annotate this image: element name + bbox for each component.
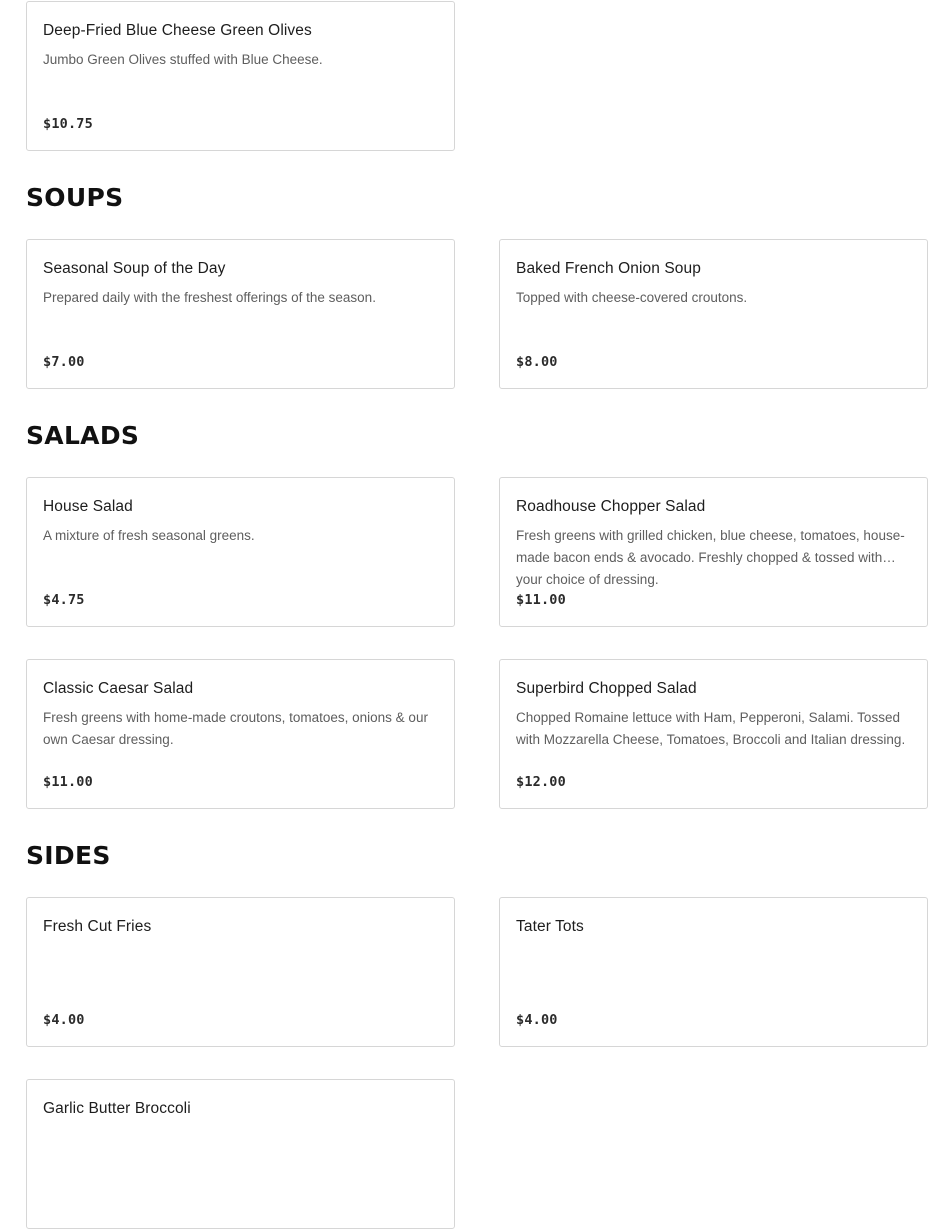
section-title-salads: SALADS bbox=[26, 421, 140, 450]
menu-item-card[interactable] bbox=[26, 897, 455, 1047]
item-price: $10.75 bbox=[43, 116, 93, 132]
section-title-soups: SOUPS bbox=[26, 183, 124, 212]
menu-item-card[interactable] bbox=[26, 239, 455, 389]
item-description: Fresh greens with grilled chicken, blue cheese, tomatoes, house-made bacon ends & avocado. Freshly chopped & tossed with your choice of dressing. bbox=[516, 528, 905, 587]
item-name: Baked French Onion Soup bbox=[516, 260, 701, 277]
item-description: Prepared daily with the freshest offerings of the season. bbox=[43, 290, 376, 305]
item-price: $7.00 bbox=[43, 354, 85, 370]
item-price: $11.00 bbox=[43, 774, 93, 790]
item-description: Chopped Romaine lettuce with Ham, Pepperoni, Salami. Tossed with Mozzarella Cheese, Tomatoes, Broccoli and Italian dressing. bbox=[516, 710, 906, 747]
item-price: $12.00 bbox=[516, 774, 566, 790]
item-description: Fresh greens with home-made croutons, tomatoes, onions & our own Caesar dressing. bbox=[43, 710, 428, 747]
menu-item-card[interactable] bbox=[499, 477, 928, 627]
item-name: Roadhouse Chopper Salad bbox=[516, 498, 706, 515]
menu-item-card[interactable] bbox=[499, 659, 928, 809]
item-description: Jumbo Green Olives stuffed with Blue Cheese. bbox=[43, 52, 323, 67]
item-description: Topped with cheese-covered croutons. bbox=[516, 290, 748, 305]
section-title-sides: SIDES bbox=[26, 841, 111, 870]
item-name: Superbird Chopped Salad bbox=[516, 680, 697, 697]
menu-item-card[interactable] bbox=[26, 1, 455, 151]
menu-item-card[interactable] bbox=[26, 659, 455, 809]
item-name: Garlic Butter Broccoli bbox=[43, 1100, 191, 1117]
item-description: A mixture of fresh seasonal greens. bbox=[43, 528, 255, 543]
menu-item-card[interactable] bbox=[26, 477, 455, 627]
item-price: $4.00 bbox=[43, 1012, 85, 1028]
menu-item-card[interactable] bbox=[499, 897, 928, 1047]
item-name: Classic Caesar Salad bbox=[43, 680, 194, 697]
item-name: Seasonal Soup of the Day bbox=[43, 260, 226, 277]
item-price: $11.00 bbox=[516, 592, 566, 608]
menu-item-card[interactable] bbox=[26, 1079, 455, 1229]
item-name: Deep-Fried Blue Cheese Green Olives bbox=[43, 22, 312, 39]
item-price: $4.00 bbox=[516, 1012, 558, 1028]
item-name: House Salad bbox=[43, 498, 133, 515]
item-price: $4.75 bbox=[43, 592, 85, 608]
item-name: Tater Tots bbox=[516, 918, 584, 935]
item-name: Fresh Cut Fries bbox=[43, 918, 152, 935]
menu-item-card[interactable] bbox=[499, 239, 928, 389]
item-price: $8.00 bbox=[516, 354, 558, 370]
